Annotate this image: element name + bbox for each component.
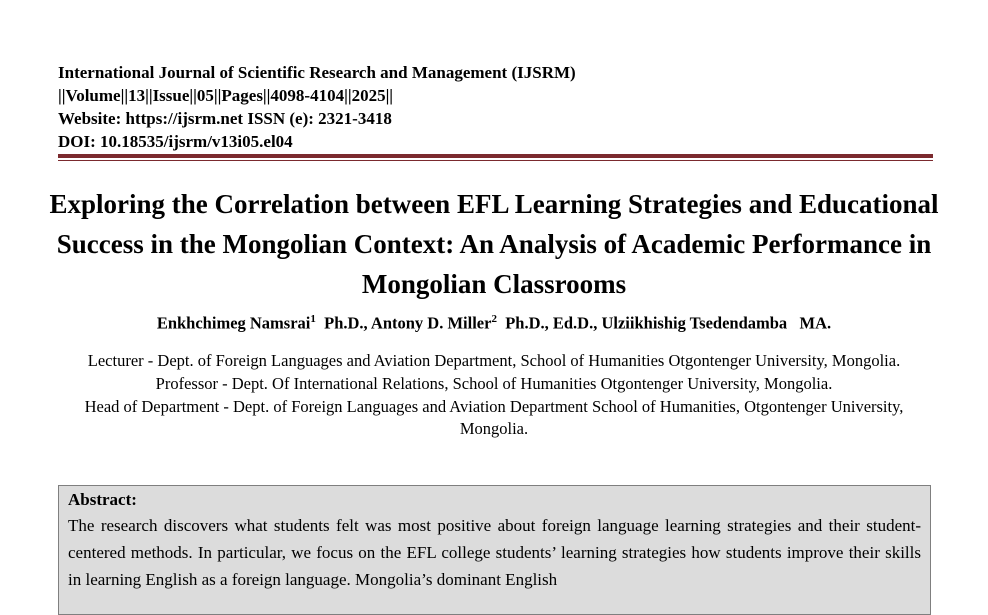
affiliation-3: Head of Department - Dept. of Foreign Languages and Aviation Department School of Humanities, Otgontenger University, Mongolia. xyxy=(84,397,904,438)
header-rule-thick xyxy=(58,154,933,158)
paper-title: Exploring the Correlation between EFL Learning Strategies and Educational Success in the Mongolian Context: An Analysis of Academic Performance in Mongolian Classrooms xyxy=(49,189,939,299)
header-rule-thin xyxy=(58,160,933,161)
author-name: Antony D. Miller xyxy=(370,313,492,333)
doi: DOI: 10.18535/ijsrm/v13i05.el04 xyxy=(58,132,293,151)
affiliation-2: Professor - Dept. Of International Relations, School of Humanities Otgontenger University, Mongolia. xyxy=(155,374,833,393)
author-affil-sup: 2 xyxy=(491,313,497,325)
volume-issue-pages: ||Volume||13||Issue||05||Pages||4098-4104||2025|| xyxy=(58,86,394,105)
website-issn: Website: https://ijsrm.net ISSN (e): 2321-3418 xyxy=(58,109,392,128)
author-name: Ulziikhishig Tsedendamba xyxy=(601,313,788,333)
author-degree: MA. xyxy=(799,313,832,333)
abstract-heading: Abstract: xyxy=(68,490,137,509)
author-line xyxy=(0,313,988,334)
author-name: Enkhchimeg Namsrai xyxy=(156,313,311,333)
journal-header xyxy=(58,61,576,153)
author-degree: Ph.D., Ed.D., xyxy=(505,313,598,333)
author-affil-sup: 1 xyxy=(310,313,316,325)
affiliation-1: Lecturer - Dept. of Foreign Languages and Aviation Department, School of Humanities Otgontenger University, Mongolia. xyxy=(87,351,901,370)
journal-name: International Journal of Scientific Research and Management (IJSRM) xyxy=(58,63,576,82)
author-degree: Ph.D., xyxy=(324,313,368,333)
affiliations xyxy=(60,350,928,440)
abstract-text: The research discovers what students felt was most positive about foreign language learning strategies and their student-centered methods. In particular, we focus on the EFL college students’ learning strategies how students improve their skills in learning English as a foreign language. Mongolia’s dominant English xyxy=(68,516,921,589)
